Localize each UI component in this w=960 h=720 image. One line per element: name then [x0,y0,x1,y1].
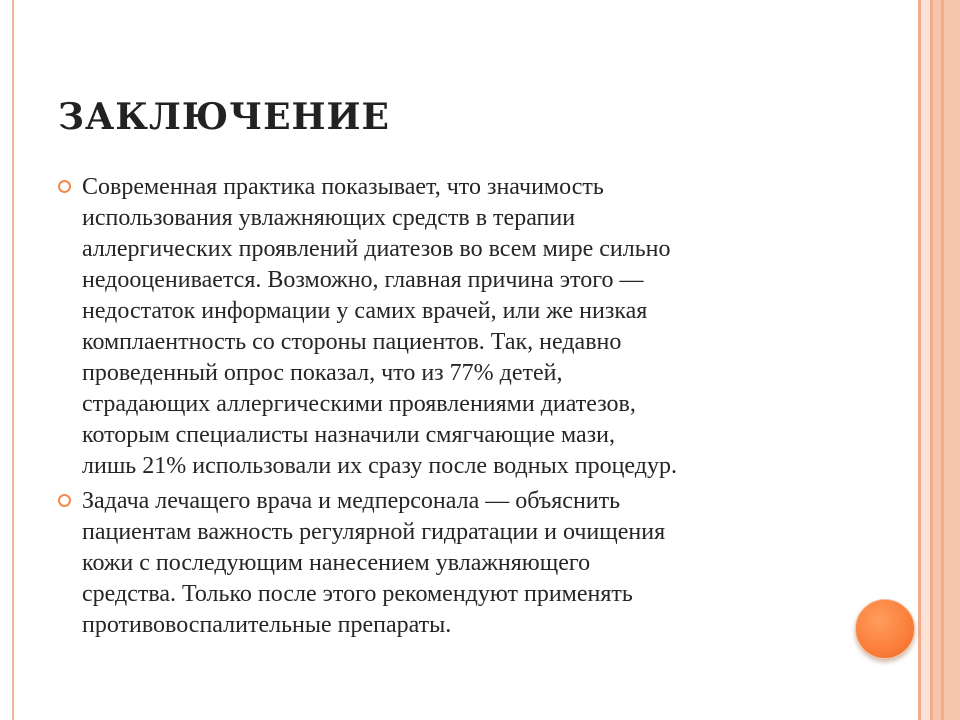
stripe [933,0,941,720]
bullet-item [56,486,836,641]
right-decorative-stripes [918,0,960,720]
bullet-line: пациентам важность регулярной гидратации и очищения [82,519,666,545]
bullet-line: проведенный опрос показал, что из 77% детей, [82,360,563,386]
bullet-line: комплаентность со стороны пациентов. Так, недавно [82,329,622,355]
bullet-line: кожи с последующим нанесением увлажняющего [82,550,591,576]
stripe [921,0,930,720]
slide-title: ЗАКЛЮЧЕНИЕ [58,96,390,138]
bullet-line: противовоспалительные препараты. [82,612,452,638]
bullet-item [56,172,836,482]
bullet-line: аллергических проявлений диатезов во всем мире сильно [82,236,671,262]
bullet-line: Современная практика показывает, что значимость [82,174,604,200]
bullet-line: средства. Только после этого рекомендуют применять [82,581,633,607]
left-border-line [12,0,14,720]
bullet-circle-icon [58,180,71,193]
bullet-line: использования увлажняющих средств в терапии [82,205,576,231]
stripe [944,0,960,720]
bullet-line: недооценивается. Возможно, главная причина этого — [82,267,644,293]
bullet-line: страдающих аллергическими проявлениями диатезов, [82,391,636,417]
bullet-line: недостаток информации у самих врачей, или же низкая [82,298,648,324]
bullet-line: лишь 21% использовали их сразу после водных процедур. [82,453,677,479]
bullet-line: Задача лечащего врача и медперсонала — объяснить [82,488,621,514]
bullet-line: которым специалисты назначили смягчающие мази, [82,422,615,448]
bullet-circle-icon [58,494,71,507]
orange-circle-decoration [855,599,915,659]
bullet-list [56,172,836,645]
